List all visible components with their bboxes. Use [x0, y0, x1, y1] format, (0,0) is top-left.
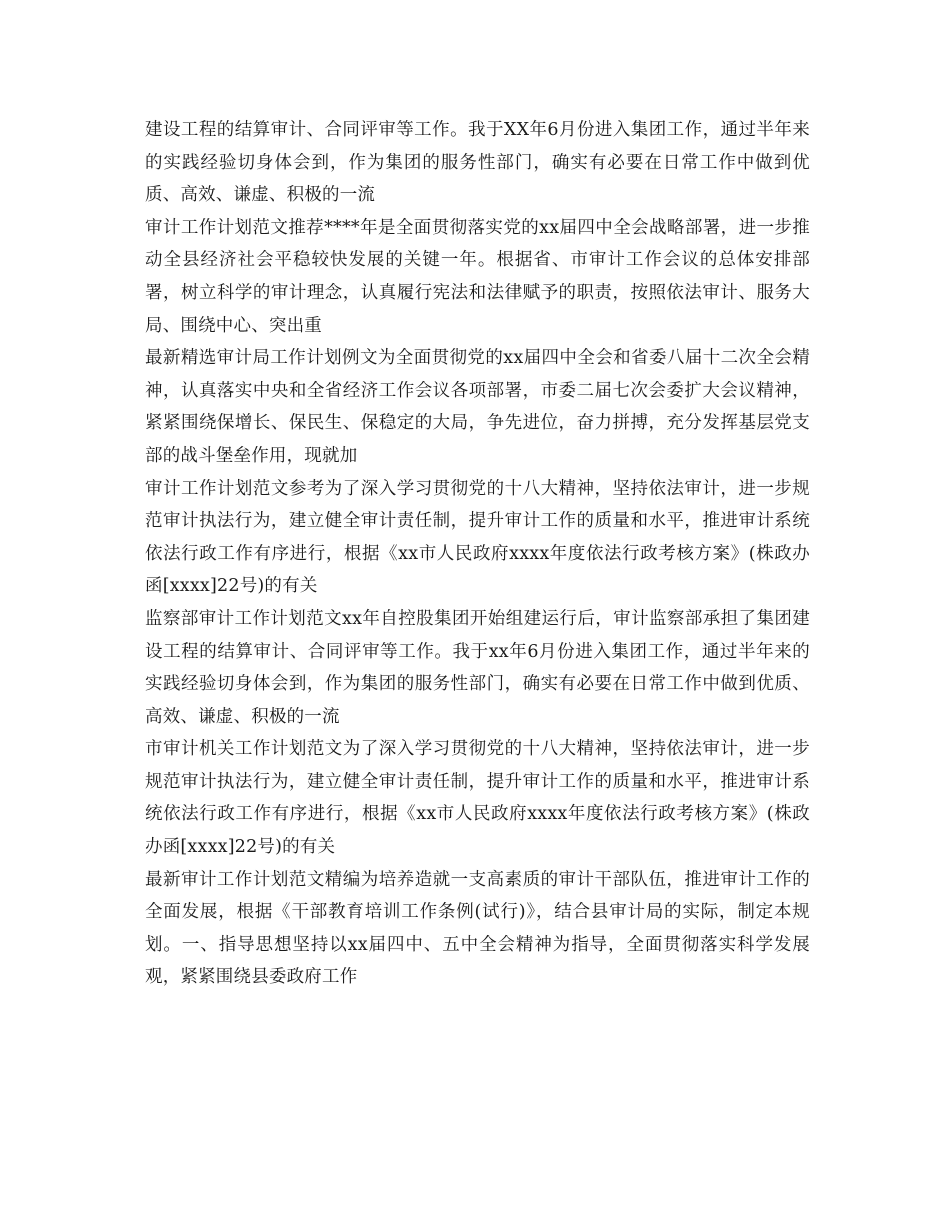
document-body: [145, 114, 810, 994]
paragraph-3: 最新精选审计局工作计划例文为全面贯彻党的xx届四中全会和省委八届十二次全会精神，认真落实中央和全省经济工作会议各项部署，市委二届七次会委扩大会议精神，紧紧围绕保增长、保民生、保稳定的大局，争先进位，奋力拼搏，充分发挥基层党支部的战斗堡垒作用，现就加: [145, 348, 810, 466]
paragraph-5: 监察部审计工作计划范文xx年自控股集团开始组建运行后，审计监察部承担了集团建设工程的结算审计、合同评审等工作。我于xx年6月份进入集团工作，通过半年来的实践经验切身体会到，作为集团的服务性部门，确实有必要在日常工作中做到优质、高效、谦虚、积极的一流: [145, 608, 810, 727]
paragraph-1: 建设工程的结算审计、合同评审等工作。我于XX年6月份进入集团工作，通过半年来的实践经验切身体会到，作为集团的服务性部门，确实有必要在日常工作中做到优质、高效、谦虚、积极的一流: [145, 120, 810, 206]
paragraph-2: 审计工作计划范文推荐****年是全面贯彻落实党的xx届四中全会战略部署，进一步推动全县经济社会平稳较快发展的关键一年。根据省、市审计工作会议的总体安排部署，树立科学的审计理念，认真履行宪法和法律赋予的职责，按照依法审计、服务大局、围绕中心、突出重: [145, 217, 810, 336]
paragraph-7: 最新审计工作计划范文精编为培养造就一支高素质的审计干部队伍，推进审计工作的全面发展，根据《干部教育培训工作条例(试行)》，结合县审计局的实际，制定本规划。一、指导思想坚持以xx届四中、五中全会精神为指导，全面贯彻落实科学发展观，紧紧围绕县委政府工作: [145, 869, 810, 988]
paragraph-6: 市审计机关工作计划范文为了深入学习贯彻党的十八大精神，坚持依法审计，进一步规范审计执法行为，建立健全审计责任制，提升审计工作的质量和水平，推进审计系统依法行政工作有序进行，根据《xx市人民政府xxxx年度依法行政考核方案》(株政办函[xxxx]22号)的有关: [145, 739, 810, 858]
paragraph-4: 审计工作计划范文参考为了深入学习贯彻党的十八大精神，坚持依法审计，进一步规范审计执法行为，建立健全审计责任制，提升审计工作的质量和水平，推进审计系统依法行政工作有序进行，根据《xx市人民政府xxxx年度依法行政考核方案》(株政办函[xxxx]22号)的有关: [145, 478, 810, 597]
